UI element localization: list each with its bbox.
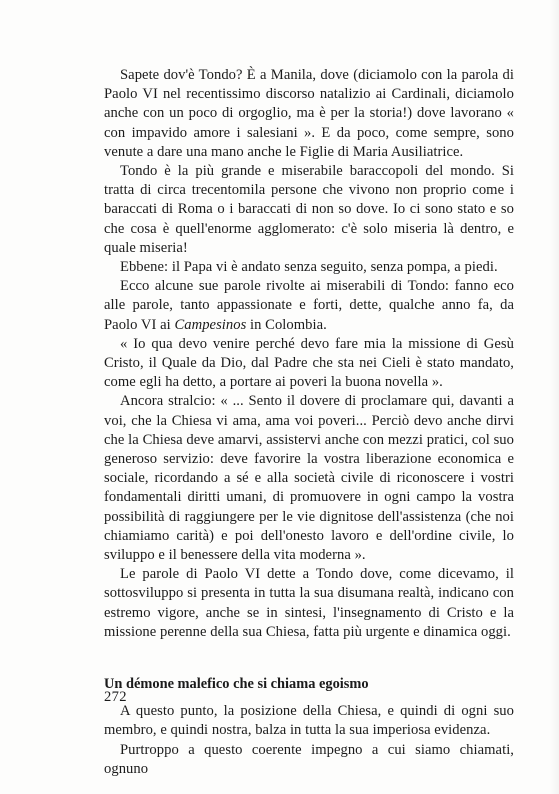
page-number: 272 [104,689,127,705]
paragraph-impegno: Purtroppo a questo coerente impegno a cui siamo chiamati, ognuno [104,741,514,777]
paragraph-posizione-chiesa: A questo punto, la posizione della Chiesa, e quindi di ogni suo membro, e quindi nostra, balza in tutta la sua imperiosa evidenza. [104,703,514,739]
paragraph-papa-a-piedi: Ebbene: il Papa vi è andato senza seguito, senza pompa, a piedi. [120,259,498,276]
body-text [104,66,514,779]
page-edge-shadow [549,0,559,794]
paragraph-campesinos-text-after: in Colombia. [246,316,327,333]
paragraph-tondo-manila: Sapete dov'è Tondo? È a Manila, dove (diciamolo con la parola di Paolo VI nel recentissimo discorso natalizio ai Cardinali, diciamolo anche con un poco di orgoglio, ma è per la storia!) dove lavorano « con impavido amore i salesiani ». E da poco, come sempre, sono venute a dare una mano anche le Figlie di Maria Ausiliatrice. [104,67,514,160]
section-heading: Un démone malefico che si chiama egoismo [104,676,369,693]
paragraph-baraccopoli: Tondo è la più grande e miserabile baraccopoli del mondo. Si tratta di circa trecentomila persone che vivono non proprio come i baraccati di Roma o i baraccati di non so dove. Io ci sono stato e so che cosa è quell'enorme agglomerato: c'è solo miseria là dentro, e quale miseria! [104,163,514,256]
paragraph-campesinos [104,277,514,335]
paragraph-quote-stralcio: Ancora stralcio: « ... Sento il dovere di proclamare qui, davanti a voi, che la Chiesa vi ama, ama voi poveri... Perciò devo anche dirvi che la Chiesa deve amarvi, assistervi anche con mezzi pratici, col suo generoso servizio: deve favorire la vostra liberazione economica e sociale, ricordando a sé e alla società civile di riconoscere i vostri fondamentali diritti umani, di promuovere in ogni campo la vostra possibilità di raggiungere per le vie dignitose dell'assistenza (che noi chiamiamo carità) e poi dell'onesto lavoro e dell'ordine civile, lo sviluppo e il benessere della vita moderna ». [104,393,514,564]
paragraph-sottosviluppo: Le parole di Paolo VI dette a Tondo dove, come dicevamo, il sottosviluppo si presenta in tutta la sua disumana realtà, indicano con estremo vigore, anche se in sintesi, l'insegnamento di Cristo e la missione perenne della sua Chiesa, fatta più urgente e dinamica oggi. [104,566,514,640]
paragraph-campesinos-italic-word: Campesinos [174,316,247,333]
paragraph-quote-missione: « Io qua devo venire perché devo fare mia la missione di Gesù Cristo, il Quale da Dio, dal Padre che sta nei Cieli è stato mandato, come egli ha detto, a portare ai poveri la buona novella ». [104,335,514,391]
paragraph-campesinos-text-before: Ecco alcune sue parole rivolte ai miserabili di Tondo: fanno eco alle parole, tanto appassionate e forti, dette, qualche anno fa, da Paolo VI ai [104,278,514,333]
